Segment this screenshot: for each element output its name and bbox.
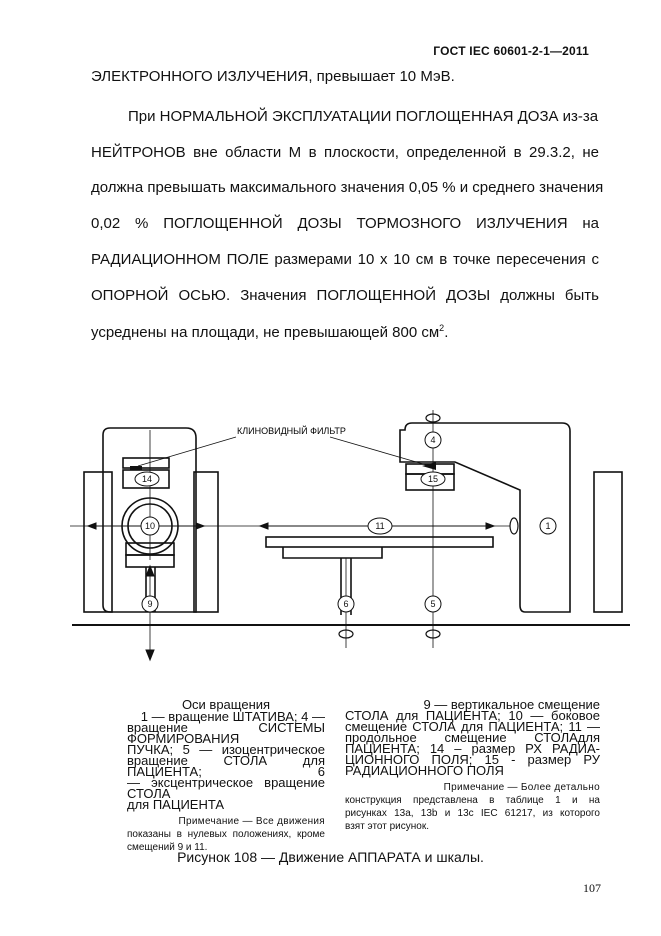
- marker-15: 15: [427, 474, 439, 484]
- body-line-5: 0,02 % ПОГЛОЩЕННОЙ ДОЗЫ ТОРМОЗНОГО ИЗЛУЧЕНИЯ на: [91, 215, 599, 232]
- couch-top-side: [266, 537, 493, 547]
- left-cabinet: [84, 472, 112, 612]
- wedge-filter-label: КЛИНОВИДНЫЙ ФИЛЬТР: [237, 426, 346, 436]
- body-line-2: При НОРМАЛЬНОЙ ЭКСПЛУАТАЦИИ ПОГЛОЩЕННАЯ ДОЗА из-за: [128, 108, 599, 125]
- left-cabinet-right: [194, 472, 218, 612]
- marker-9: 9: [147, 599, 153, 609]
- caption-right: [345, 699, 600, 833]
- caption-left: [127, 699, 325, 854]
- marker-11: 11: [375, 521, 385, 531]
- caption-left-note-3: смещений 9 и 11.: [127, 842, 208, 853]
- caption-left-line-6: для ПАЦИЕНТА: [127, 797, 225, 812]
- caption-left-line-5: — эксцентрическое вращение СТОЛА: [127, 775, 325, 801]
- caption-left-line-1: 1 — вращение ШТАТИВА; 4 —: [140, 709, 325, 724]
- body-line-8-text: усреднены на площади, не превышающей 800 см: [91, 324, 440, 341]
- marker-4: 4: [430, 435, 436, 445]
- caption-left-line-2: вращение СИСТЕМЫ ФОРМИРОВАНИЯ: [127, 720, 325, 746]
- gantry-side: [400, 423, 570, 612]
- caption-right-line-2: СТОЛА для ПАЦИЕНТА; 10 — боковое: [345, 708, 600, 723]
- body-line-3: НЕЙТРОНОВ вне области М в плоскости, определенной в 29.3.2, не: [91, 144, 599, 161]
- caption-right-line-3: смещение СТОЛА для ПАЦИЕНТА; 11 —: [345, 719, 600, 734]
- marker-10: 10: [144, 521, 156, 531]
- body-line-8-end: .: [444, 324, 449, 341]
- caption-right-line-5: ПАЦИЕНТА; 14 – размер РХ РАДИА-: [345, 741, 600, 756]
- caption-right-line-4: продольное смещение СТОЛАдля: [345, 730, 600, 745]
- right-cabinet: [594, 472, 622, 612]
- caption-right-line-6: ЦИОННОГО ПОЛЯ; 15 - размер РУ: [345, 752, 600, 767]
- body-line-6: РАДИАЦИОННОМ ПОЛЕ размерами 10 х 10 см в точке пересечения с: [91, 251, 599, 268]
- caption-left-note-2: показаны в нулевых положениях, кроме: [127, 829, 325, 840]
- figure-caption: Рисунок 108 — Движение АППАРАТА и шкалы.: [177, 849, 484, 865]
- caption-right-line-1: 9 — вертикальное смещение: [423, 697, 600, 712]
- marker-1: 1: [545, 521, 551, 531]
- body-line-4: должна превышать максимального значения 0,05 % и среднего значения: [91, 179, 604, 196]
- marker-6: 6: [343, 599, 349, 609]
- caption-left-title: Оси вращения: [181, 697, 271, 712]
- caption-left-note-1: Примечание — Все движения: [178, 816, 325, 827]
- caption-right-note-1: Примечание — Более детально: [443, 782, 600, 793]
- caption-right-line-7: РАДИАЦИОННОГО ПОЛЯ: [345, 763, 504, 778]
- body-line-1: ЭЛЕКТРОННОГО ИЗЛУЧЕНИЯ, превышает 10 МэВ.: [91, 68, 455, 85]
- marker-14: 14: [141, 474, 153, 484]
- page-number: 107: [583, 881, 601, 895]
- caption-right-note-2: конструкция представлена в таблице 1 и на: [345, 795, 600, 806]
- superscript-two: 2: [439, 323, 445, 333]
- collimator-top: [123, 458, 169, 468]
- marker-5: 5: [430, 599, 436, 609]
- caption-right-note-4: взят этот рисунок.: [345, 821, 429, 832]
- caption-left-line-3: ПУЧКА; 5 — изоцентрическое: [127, 742, 325, 757]
- caption-left-line-4: вращение СТОЛА для ПАЦИЕНТА; 6: [127, 753, 325, 779]
- caption-right-note-3: рисунках 13a, 13b и 13c IEC 61217, из которого: [345, 808, 600, 819]
- standard-header: ГОСТ IEC 60601-2-1—2011: [433, 44, 589, 58]
- body-line-7: ОПОРНОЙ ОСЬЮ. Значения ПОГЛОЩЕННОЙ ДОЗЫ должны быть: [91, 287, 599, 304]
